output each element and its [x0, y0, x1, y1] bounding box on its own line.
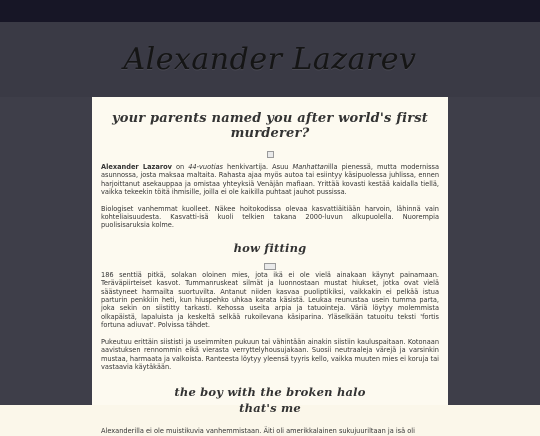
clothing-paragraph: Pukeutuu erittäin siististi ja useimmiten pukuun tai vähintään ainakin siistiin kauluspaitaan. Kotonaan aavistuksen rennommin eikä vierasta verryttelyhousujakaan. Suosii neutraaleja värejä ja varsinkin mustaa, harmaata ja valkoista. Ranteesta löytyy yleensä tyyris kello, vaikka muuten mies ei koruja tai vastaavia käytäkään. [101, 337, 439, 371]
text-fragment: on [171, 163, 189, 171]
character-city: Manhattan [292, 163, 329, 171]
appearance-paragraph: 186 senttiä pitkä, solakan oloinen mies, jota ikä ei ole vielä ainakaan käynyt painamaan. Teräväpiirteiset kasvot. Tummanruskeat silmät ja luonnostaan mustat hiukset, jotka ovat vielä säästyneet harmailta suortuvilta. Antanut niiden kasvaa puoliptikiksi, vaikkakin ei pelkää istua parturin penkkiin heti, kun hiuspehko uhkaa karata käsistä. Leukaa reunustaa usein tumma parta, joka sekin on siistitty tarkasti. Kehossa useita arpia ja tatuointeja. Väriä löytyy molemmista olkapäistä, lapaluista ja keskeltä selkää rukoilevana käsiparina. Yläselkään tatuoitu teksti 'fortis fortuna adiuvat'. Polvissa tähdet. [101, 270, 439, 330]
section-heading-appearance: how fitting [233, 240, 307, 255]
character-name: Alexander Lazarov [101, 163, 172, 171]
section-heading-name: your parents named you after world's first murderer? [111, 111, 429, 141]
left-margin [0, 97, 92, 405]
history-paragraph: Alexanderilla ei ole muistikuvia vanhemmistaan. Äiti oli amerikkalainen sukujuuriltaan ja isä oli [101, 427, 415, 436]
top-bar [0, 0, 540, 22]
right-margin [448, 97, 540, 405]
text-fragment: henkivartija. Asuu [223, 163, 293, 171]
character-age: 44-vuotias [188, 163, 223, 171]
broken-image-icon [264, 263, 276, 270]
family-paragraph: Biologiset vanhemmat kuolleet. Näkee hoitokodissa olevaa kasvattiäitiään harvoin, lähinnä vain kohteliaisuudesta. Kasvatti-isä kuoli telkien takana 2000-luvun alkupuolella. Nuorempia puolisisaruksia kolme. [101, 204, 439, 230]
section-subheading-history: that's me [239, 401, 301, 416]
broken-image-icon [267, 151, 274, 158]
page-title: Alexander Lazarev [123, 42, 417, 77]
content-column[interactable] [92, 97, 448, 436]
text-fragment: illa pienessä, mutta modernissa asunnossa, josta maksaa maltaita. Rahasta ajaa myös autoa tai esiintyy käsipuolessa juhlissa, ennen harjoittanut asekauppaa ja omistaa yhteyksiä Venäjän mafiaan. Yrittää kovasti kestää kaidalla tiellä, vaikka tekeekin töitä ihmisille, joilla ei ole kaikilla puhtaat jauhot pussissa. [101, 163, 440, 197]
header-banner [0, 22, 540, 97]
intro-paragraph [101, 163, 439, 197]
section-heading-history: the boy with the broken halo [174, 385, 366, 400]
